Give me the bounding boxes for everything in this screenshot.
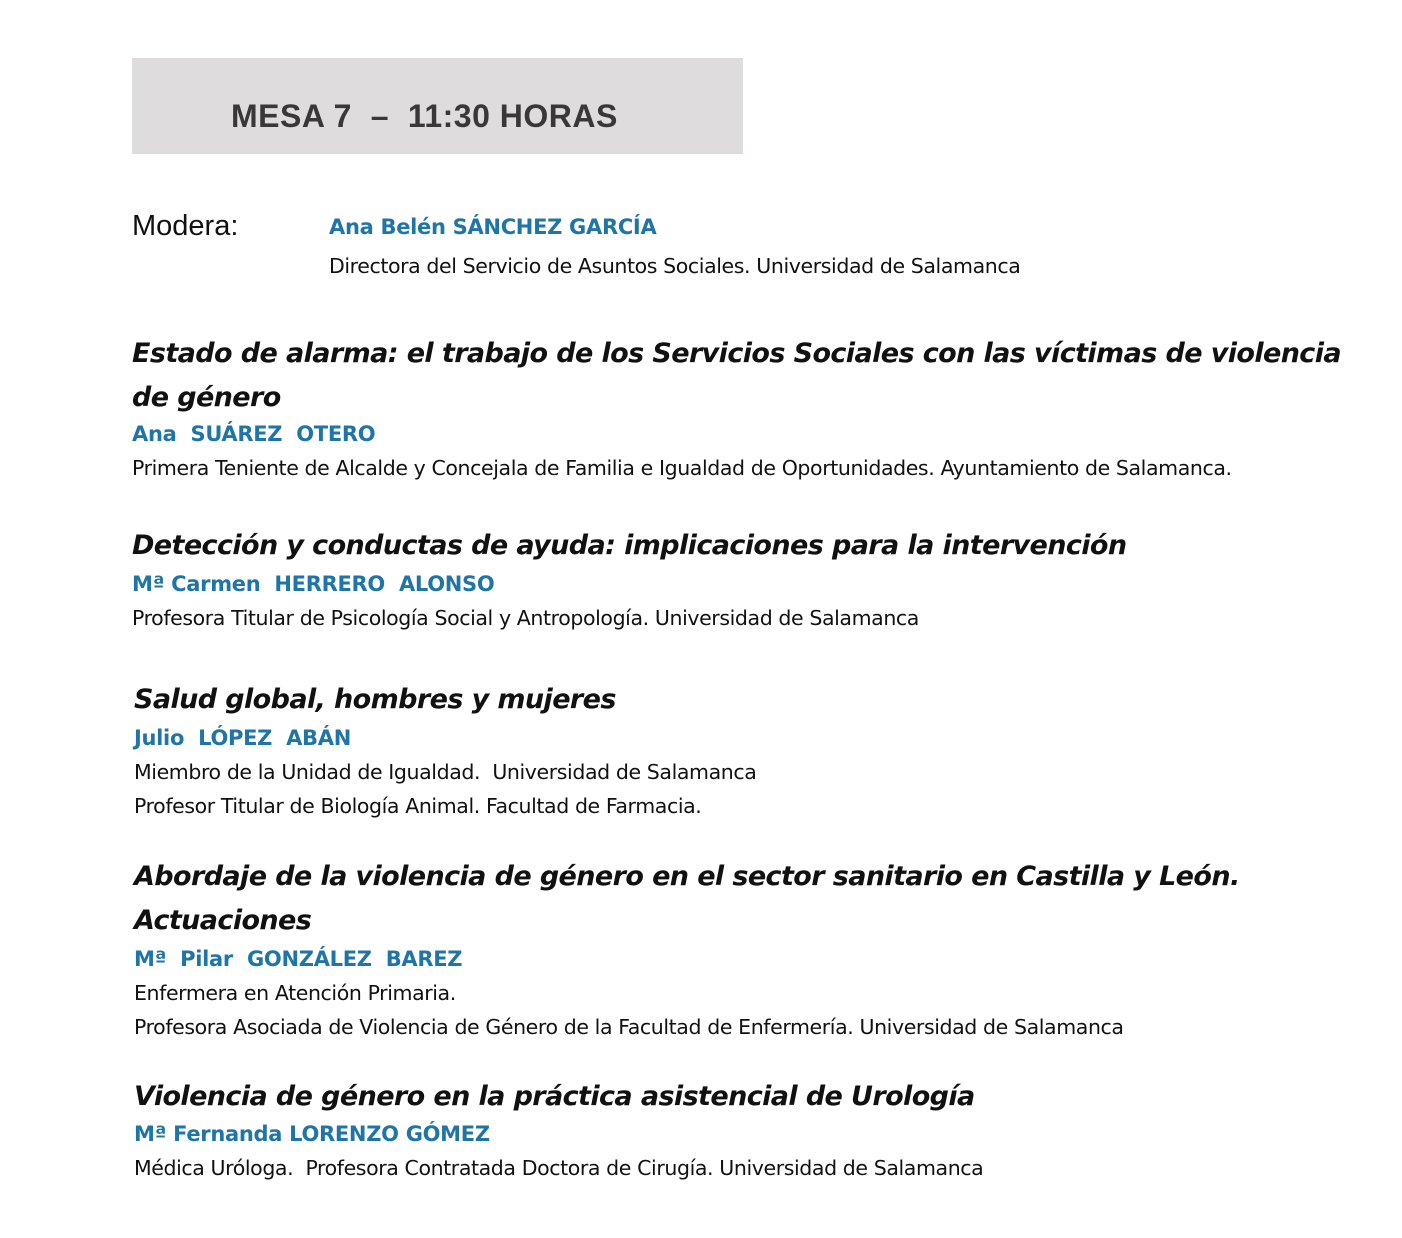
speaker-role: Profesora Asociada de Violencia de Género de la Facultad de Enfermería. Universidad de Salamanca [134, 1015, 1124, 1039]
talk-4 [134, 855, 1240, 943]
speaker-role: Enfermera en Atención Primaria. [134, 981, 456, 1005]
talk-title-line: de género [132, 382, 281, 413]
speaker-role: Primera Teniente de Alcalde y Concejala de Familia e Igualdad de Oportunidades. Ayuntamiento de Salamanca. [132, 456, 1232, 480]
talk-title-line: Estado de alarma: el trabajo de los Servicios Sociales con las víctimas de violencia [132, 338, 1341, 369]
talk-title-line: Salud global, hombres y mujeres [134, 684, 616, 715]
speaker-role: Miembro de la Unidad de Igualdad. Universidad de Salamanca [134, 760, 757, 784]
talk-1 [132, 332, 1341, 420]
talk-title-line: Detección y conductas de ayuda: implicaciones para la intervención [132, 530, 1127, 561]
speaker-name: Julio LÓPEZ ABÁN [134, 726, 351, 750]
session-title: MESA 7 – 11:30 HORAS [231, 98, 618, 134]
talk-5 [134, 1075, 975, 1119]
speaker-name: Mª Pilar GONZÁLEZ BAREZ [134, 947, 463, 971]
session-header [132, 58, 743, 154]
talk-title-line: Abordaje de la violencia de género en el sector sanitario en Castilla y León. [134, 861, 1240, 892]
moderator-name: Ana Belén SÁNCHEZ GARCÍA [329, 215, 657, 239]
speaker-role: Médica Uróloga. Profesora Contratada Doctora de Cirugía. Universidad de Salamanca [134, 1156, 984, 1180]
speaker-role: Profesora Titular de Psicología Social y Antropología. Universidad de Salamanca [132, 606, 919, 630]
talk-title-line: Actuaciones [134, 905, 312, 936]
talk-2 [132, 524, 1127, 568]
speaker-name: Ana SUÁREZ OTERO [132, 422, 376, 446]
moderator-role: Directora del Servicio de Asuntos Sociales. Universidad de Salamanca [329, 254, 1021, 278]
speaker-name: Mª Fernanda LORENZO GÓMEZ [134, 1122, 490, 1146]
talk-title-line: Violencia de género en la práctica asistencial de Urología [134, 1081, 975, 1112]
talk-3 [134, 678, 616, 722]
speaker-name: Mª Carmen HERRERO ALONSO [132, 572, 495, 596]
moderator-label: Modera: [132, 210, 239, 242]
speaker-role: Profesor Titular de Biología Animal. Facultad de Farmacia. [134, 794, 702, 818]
